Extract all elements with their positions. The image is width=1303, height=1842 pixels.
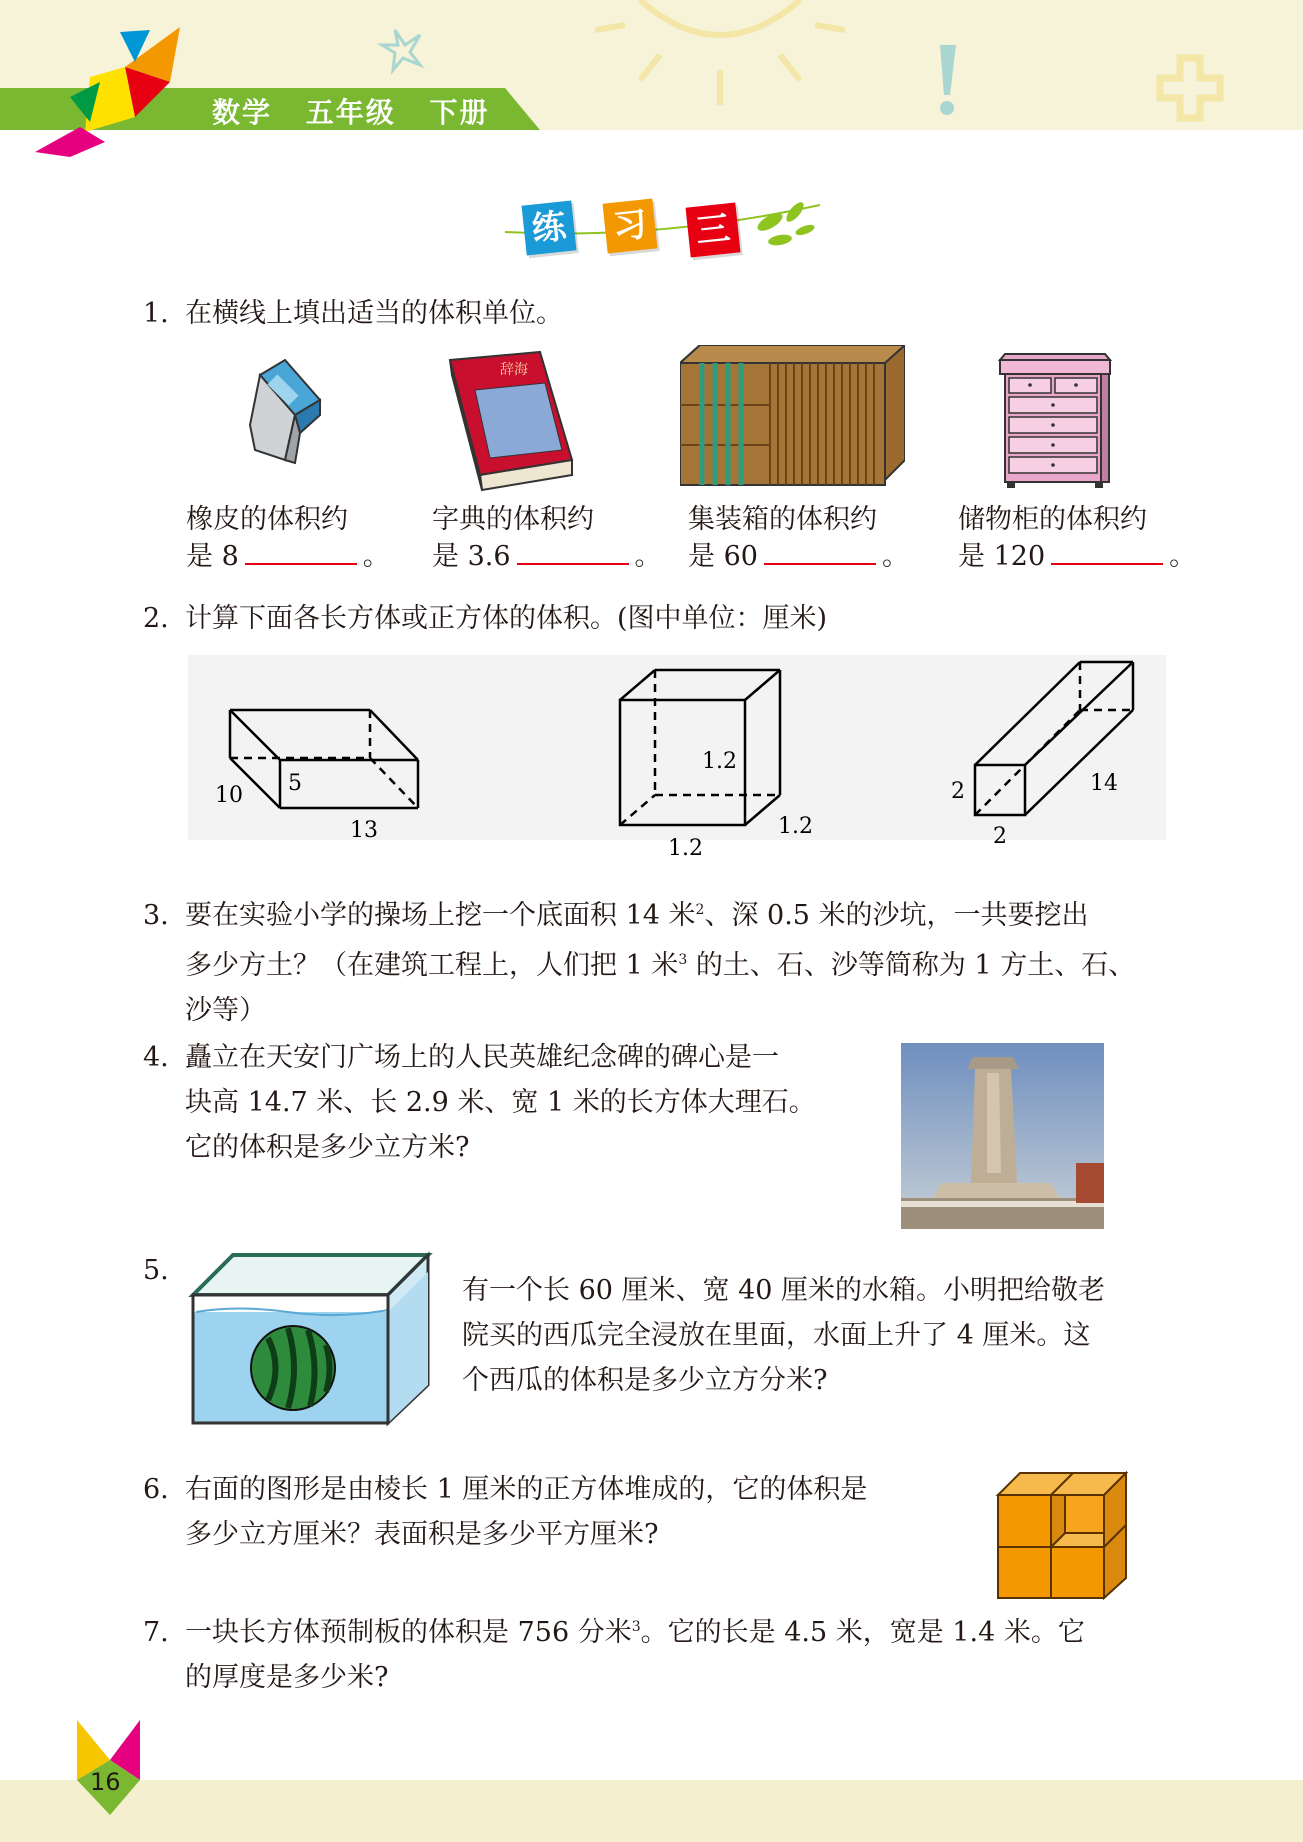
question-number: 3. (143, 900, 169, 931)
dim-label: 13 (350, 818, 378, 843)
shipping-container-image (680, 345, 905, 490)
dictionary-answer-blank[interactable] (517, 539, 629, 565)
sun-icon (595, 0, 845, 105)
question-4 (143, 1035, 816, 1170)
header-grade: 五年级 (305, 96, 396, 129)
dim-label: 1.2 (778, 814, 813, 839)
dim-label: 10 (215, 783, 243, 808)
caption-line: 集装箱的体积约 (688, 504, 877, 535)
question-text: 多少立方厘米？表面积是多少平方厘米? (185, 1519, 659, 1550)
caption-prefix: 是 8 (186, 541, 239, 572)
question-text: 一块长方体预制板的体积是 756 分米 (185, 1617, 632, 1648)
question-text: 、深 0.5 米的沙坑，一共要挖出 (704, 900, 1089, 931)
star-icon (382, 30, 420, 70)
question-1 (143, 291, 563, 337)
question-text: 多少方土？（在建筑工程上，人们把 1 米 (185, 950, 679, 981)
eraser-image (240, 355, 330, 475)
dictionary-caption (432, 501, 662, 575)
container-answer-blank[interactable] (764, 539, 876, 565)
question-6 (143, 1467, 867, 1557)
question-text: 要在实验小学的操场上挖一个底面积 14 米 (185, 900, 696, 931)
question-text: 计算下面各长方体或正方体的体积。(图中单位：厘米) (185, 603, 828, 634)
superscript: 3 (631, 1619, 641, 1635)
question-text: 个西瓜的体积是多少立方分米? (462, 1365, 828, 1396)
dim-label: 2 (993, 824, 1007, 849)
cabinet-caption (958, 501, 1196, 575)
eraser-answer-blank[interactable] (245, 539, 357, 565)
question-text: 它的体积是多少立方米? (185, 1132, 470, 1163)
header-volume: 下册 (429, 96, 490, 129)
question-text: 。它的长是 4.5 米，宽是 1.4 米。它 (640, 1617, 1085, 1648)
header-title (212, 91, 490, 131)
question-text: 的厚度是多少米? (185, 1662, 389, 1693)
question-3 (143, 888, 1135, 1033)
question-text: 的土、石、沙等简称为 1 方土、石、 (687, 950, 1136, 981)
bottom-band (0, 1780, 1303, 1842)
dim-label: 1.2 (702, 749, 737, 774)
question-number: 1. (143, 298, 169, 329)
fish-tank-watermelon-image (188, 1250, 433, 1428)
book-title: 辞海 (500, 362, 528, 378)
cabinet-answer-blank[interactable] (1051, 539, 1163, 565)
caption-prefix: 是 60 (688, 541, 758, 572)
storage-cabinet-image (995, 352, 1115, 492)
cuboid-diagram-1 (200, 680, 440, 850)
eraser-caption (186, 501, 390, 575)
title-char-3: 三 (686, 203, 741, 258)
dim-label: 5 (288, 771, 302, 796)
question-text: 右面的图形是由棱长 1 厘米的正方体堆成的，它的体积是 (185, 1474, 868, 1505)
question-5-number: 5. (143, 1255, 169, 1286)
question-number: 6. (143, 1474, 169, 1505)
monument-photo (901, 1043, 1104, 1229)
superscript: 3 (678, 952, 688, 968)
title-char-2: 习 (603, 199, 658, 254)
header-subject: 数学 (212, 96, 273, 129)
caption-suffix: 。 (1169, 541, 1197, 572)
caption-suffix: 。 (881, 541, 909, 572)
question-number: 2. (143, 603, 169, 634)
title-char-1: 练 (522, 201, 577, 256)
plus-icon (1160, 58, 1220, 118)
page-number: 16 (90, 1768, 121, 1796)
question-text: 块高 14.7 米、长 2.9 米、宽 1 米的长方体大理石。 (185, 1087, 816, 1118)
cuboid-diagram-2 (945, 650, 1160, 850)
question-2 (143, 596, 827, 642)
caption-prefix: 是 3.6 (432, 541, 511, 572)
question-text: 有一个长 60 厘米、宽 40 厘米的水箱。小明把给敬老 (462, 1275, 1106, 1306)
cube-diagram (610, 660, 820, 860)
dim-label: 1.2 (668, 836, 703, 860)
caption-suffix: 。 (362, 541, 390, 572)
caption-line: 储物柜的体积约 (958, 504, 1147, 535)
superscript: 2 (695, 902, 705, 918)
dim-label: 2 (951, 779, 965, 804)
container-caption (688, 501, 909, 575)
question-text: 沙等） (185, 995, 266, 1026)
caption-suffix: 。 (634, 541, 662, 572)
question-number: 4. (143, 1042, 169, 1073)
caption-prefix: 是 120 (958, 541, 1046, 572)
exclamation-icon (940, 45, 956, 115)
stacked-cubes-image (990, 1450, 1140, 1600)
question-7 (143, 1605, 1085, 1700)
question-text: 矗立在天安门广场上的人民英雄纪念碑的碑心是一 (185, 1042, 779, 1073)
question-text: 院买的西瓜完全浸放在里面，水面上升了 4 厘米。这 (462, 1320, 1091, 1351)
caption-line: 字典的体积约 (432, 504, 594, 535)
dictionary-image (440, 350, 580, 495)
question-5 (462, 1268, 1105, 1403)
caption-line: 橡皮的体积约 (186, 504, 348, 535)
question-number: 7. (143, 1617, 169, 1648)
question-text: 在横线上填出适当的体积单位。 (185, 298, 563, 329)
dim-label: 14 (1090, 771, 1118, 796)
tangram-logo-icon (30, 22, 190, 162)
